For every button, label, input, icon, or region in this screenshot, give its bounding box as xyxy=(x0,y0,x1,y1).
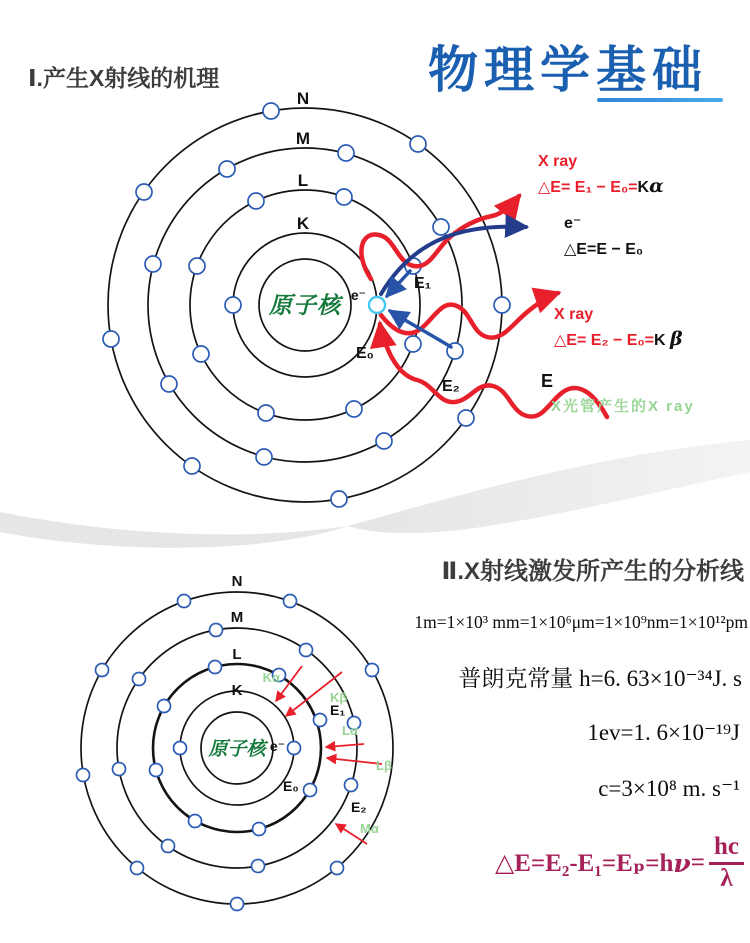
lalpha-line-label: Lα xyxy=(342,723,358,738)
energy-formula-nu: ν xyxy=(673,848,691,878)
kbeta-greek: β xyxy=(670,328,683,350)
ejected-annotation xyxy=(564,211,643,263)
shell-label-l: L xyxy=(297,171,309,190)
section1-heading: Ⅰ.产生X射线的机理 xyxy=(28,65,220,91)
shell2-label-l: L xyxy=(232,646,242,663)
energy-formula xyxy=(495,834,744,892)
l-to-k-jump-arrow xyxy=(387,271,410,296)
kbeta-xray-wave xyxy=(381,293,558,338)
kalpha-line-label: Kα xyxy=(262,670,280,685)
shell2-label-m: M xyxy=(230,609,244,626)
e2-label-2: E₂ xyxy=(351,799,367,815)
light-speed-line: c=3×10⁸ m. s⁻¹ xyxy=(598,776,740,801)
length-units-line: 1m=1×10³ mm=1×10⁶μm=1×10⁹nm=1×10¹²pm xyxy=(414,612,748,632)
malpha-line-label: Mα xyxy=(360,821,379,836)
divider-swoosh xyxy=(0,430,750,570)
ejected-formula: △E=E − E₀ xyxy=(564,241,644,258)
kalpha-k: K xyxy=(637,179,650,196)
energy-formula-lead: △E=E₂-E₁=Eₚ=h xyxy=(495,850,674,877)
shell-label-m: M xyxy=(295,129,311,148)
k-shell-electron xyxy=(369,297,385,313)
incident-caption: X光管产生的X ray xyxy=(551,398,695,415)
fraction-numerator: hc xyxy=(709,834,744,865)
e1-label: E₁ xyxy=(414,275,432,292)
kbeta-line-label: Kβ xyxy=(330,690,348,705)
lalpha-line-arrow xyxy=(326,744,364,747)
shell2-label-n: N xyxy=(231,573,243,590)
kbeta-title: X ray xyxy=(554,306,594,323)
e1-label-2: E₁ xyxy=(330,702,346,718)
shell2-label-k: K xyxy=(231,682,243,699)
e2-label: E₂ xyxy=(442,378,460,395)
hc-over-lambda-fraction xyxy=(709,834,744,892)
kbeta-formula: △E= E₂ − E₀= xyxy=(554,332,655,349)
shell-label-n: N xyxy=(296,89,310,108)
e0-label: E₀ xyxy=(356,345,374,362)
fraction-denominator: λ xyxy=(720,864,733,892)
lbeta-line-label: Lβ xyxy=(376,758,392,773)
section2-heading: Ⅱ.X射线激发所产生的分析线 xyxy=(441,558,744,585)
atom-diagram-2 xyxy=(30,560,430,930)
shell-label-k: K xyxy=(296,214,310,233)
nucleus-label: 原子核 xyxy=(269,293,341,318)
incident-energy-label: E xyxy=(541,371,554,391)
e0-label-2: E₀ xyxy=(283,778,299,794)
kalpha-title: X ray xyxy=(538,153,578,170)
k2-electron-label: e⁻ xyxy=(269,738,285,754)
kalpha-formula: △E= E₁ − E₀= xyxy=(538,179,638,196)
lbeta-line-arrow xyxy=(327,758,382,764)
electron-volt-line: 1ev=1. 6×10⁻¹⁹J xyxy=(587,720,740,745)
kalpha-annotation xyxy=(538,150,664,200)
page-title: 物理学基础 xyxy=(428,42,708,98)
planck-constant-line: 普朗克常量 h=6. 63×10⁻³⁴J. s xyxy=(458,666,742,691)
kbeta-annotation xyxy=(554,303,683,353)
nucleus2-label: 原子核 xyxy=(208,739,266,760)
energy-formula-eq: = xyxy=(690,849,705,876)
ejected-label: e⁻ xyxy=(564,215,582,232)
kalpha-greek: α xyxy=(649,175,664,197)
kbeta-k: K xyxy=(654,332,671,349)
k-electron-label: e⁻ xyxy=(350,287,366,303)
